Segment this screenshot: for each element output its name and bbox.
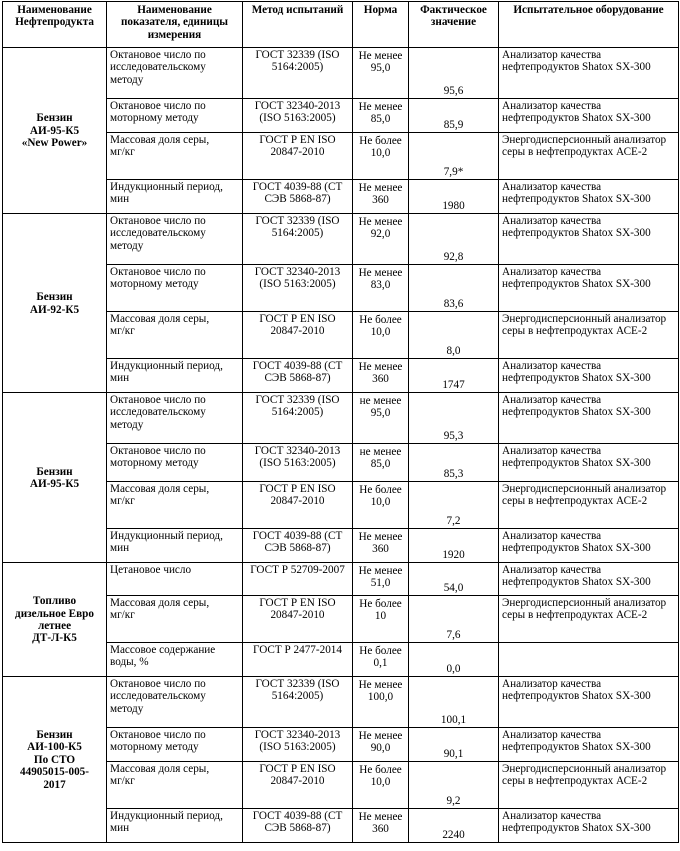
value-cell (409, 643, 499, 677)
norm-text: Не более 10,0 (359, 484, 402, 509)
norm-text: не менее 95,0 (359, 395, 402, 420)
equipment-text: Анализатор качества нефтепродуктов Shatox SX-300 (502, 215, 651, 240)
header-value: Фактическое значение (409, 2, 499, 48)
method-cell (243, 393, 353, 444)
norm-text: Не более 10 (359, 598, 402, 623)
equipment-cell (499, 643, 679, 677)
value-text: 8,0 (446, 344, 461, 357)
equipment-text: Анализатор качества нефтепродуктов Shatox SX-300 (502, 49, 651, 74)
product-name: Бензин АИ-92-К5 (29, 291, 80, 316)
norm-cell (353, 809, 409, 843)
equipment-text: Анализатор качества нефтепродуктов Shatox SX-300 (502, 360, 651, 385)
norm-text: Не менее 90,0 (358, 730, 403, 755)
method-text: ГОСТ 32340-2013 (ISO 5163:2005) (254, 100, 341, 125)
method-text: ГОСТ 4039-88 (СТ СЭВ 5868-87) (252, 530, 343, 555)
value-cell (409, 312, 499, 359)
method-cell (243, 529, 353, 563)
value-cell (409, 677, 499, 728)
table-row (3, 677, 679, 728)
value-text: 0,0 (446, 662, 461, 675)
norm-cell (353, 393, 409, 444)
indicator-text: Октановое число по моторному методу (110, 100, 206, 125)
indicator-cell (107, 265, 243, 312)
method-cell (243, 762, 353, 809)
norm-text: Не менее 360 (358, 531, 403, 556)
norm-cell (353, 312, 409, 359)
equipment-cell (499, 563, 679, 596)
method-cell (243, 563, 353, 596)
value-text: 54,0 (443, 581, 464, 594)
equipment-cell (499, 214, 679, 265)
method-text: ГОСТ Р 52709-2007 (250, 564, 345, 576)
norm-text: Не менее 95,0 (358, 50, 403, 75)
method-cell (243, 643, 353, 677)
value-cell (409, 99, 499, 133)
method-text: ГОСТ Р EN ISO 20847-2010 (259, 763, 336, 788)
table-row (3, 214, 679, 265)
method-cell (243, 359, 353, 393)
header-product: Наименование Нефтепродукта (3, 2, 107, 48)
indicator-text: Индукционный период, мин (110, 810, 223, 835)
indicator-text: Октановое число по моторному методу (110, 445, 206, 470)
equipment-text: Энергодисперсионный анализатор серы в нефтепродуктах АСЕ-2 (502, 313, 667, 338)
indicator-text: Массовое содержание воды, % (110, 644, 216, 669)
indicator-cell (107, 444, 243, 482)
value-cell (409, 393, 499, 444)
method-text: ГОСТ 32340-2013 (ISO 5163:2005) (254, 266, 341, 291)
norm-cell (353, 214, 409, 265)
value-text: 1980 (442, 199, 465, 212)
header-norm: Норма (353, 2, 409, 48)
value-cell (409, 482, 499, 529)
norm-text: не менее 85,0 (359, 446, 402, 471)
equipment-cell (499, 677, 679, 728)
indicator-cell (107, 809, 243, 843)
equipment-cell (499, 265, 679, 312)
method-text: ГОСТ Р 2477-2014 (253, 644, 342, 656)
indicator-cell (107, 596, 243, 643)
indicator-text: Массовая доля серы, мг/кг (110, 313, 210, 338)
equipment-cell (499, 728, 679, 762)
indicator-cell (107, 563, 243, 596)
value-text: 95,6 (443, 84, 464, 97)
indicator-text: Массовая доля серы, мг/кг (110, 134, 210, 159)
indicator-cell (107, 762, 243, 809)
equipment-text: Анализатор качества нефтепродуктов Shatox SX-300 (502, 530, 651, 555)
equipment-text: Анализатор качества нефтепродуктов Shatox SX-300 (502, 564, 651, 589)
value-cell (409, 444, 499, 482)
value-text: 9,2 (446, 794, 461, 807)
indicator-text: Массовая доля серы, мг/кг (110, 483, 210, 508)
product-name: Бензин АИ-95-К5 (29, 465, 80, 490)
value-cell (409, 728, 499, 762)
equipment-cell (499, 133, 679, 180)
indicator-text: Октановое число по моторному методу (110, 266, 206, 291)
norm-cell (353, 482, 409, 529)
equipment-cell (499, 312, 679, 359)
norm-text: Не более 10,0 (359, 764, 402, 789)
method-text: ГОСТ 32340-2013 (ISO 5163:2005) (254, 729, 341, 754)
product-name-cell (3, 563, 107, 677)
product-name-cell (3, 677, 107, 843)
norm-text: Не менее 85,0 (358, 101, 403, 126)
norm-cell (353, 444, 409, 482)
norm-text: Не менее 100,0 (358, 679, 403, 704)
indicator-cell (107, 359, 243, 393)
equipment-text: Анализатор качества нефтепродуктов Shatox SX-300 (502, 810, 651, 835)
norm-cell (353, 180, 409, 214)
method-cell (243, 809, 353, 843)
norm-cell (353, 677, 409, 728)
value-cell (409, 762, 499, 809)
equipment-text: Энергодисперсионный анализатор серы в нефтепродуктах АСЕ-2 (502, 483, 667, 508)
norm-cell (353, 265, 409, 312)
value-text: 85,3 (443, 467, 464, 480)
method-cell (243, 444, 353, 482)
equipment-cell (499, 444, 679, 482)
norm-text: Не более 0,1 (359, 645, 402, 670)
value-cell (409, 563, 499, 596)
indicator-cell (107, 677, 243, 728)
indicator-cell (107, 529, 243, 563)
header-method: Метод испытаний (243, 2, 353, 48)
norm-cell (353, 48, 409, 99)
equipment-text: Анализатор качества нефтепродуктов Shatox SX-300 (502, 445, 651, 470)
method-text: ГОСТ 4039-88 (СТ СЭВ 5868-87) (252, 360, 343, 385)
results-table (2, 1, 679, 843)
table-row (3, 563, 679, 596)
product-name-cell (3, 48, 107, 214)
indicator-text: Октановое число по исследовательскому методу (110, 394, 206, 431)
equipment-text: Анализатор качества нефтепродуктов Shatox SX-300 (502, 394, 651, 419)
indicator-cell (107, 180, 243, 214)
equipment-text: Энергодисперсионный анализатор серы в нефтепродуктах АСЕ-2 (502, 597, 667, 622)
method-cell (243, 99, 353, 133)
table-row (3, 48, 679, 99)
method-text: ГОСТ 32339 (ISO 5164:2005) (255, 678, 340, 703)
indicator-text: Массовая доля серы, мг/кг (110, 597, 210, 622)
norm-text: Не менее 92,0 (358, 216, 403, 241)
indicator-cell (107, 99, 243, 133)
equipment-cell (499, 359, 679, 393)
value-text: 100,1 (440, 713, 467, 726)
norm-text: Не менее 360 (358, 361, 403, 386)
indicator-text: Октановое число по исследовательскому методу (110, 49, 206, 86)
method-text: ГОСТ Р EN ISO 20847-2010 (259, 483, 336, 508)
norm-text: Не менее 360 (358, 182, 403, 207)
equipment-text: Энергодисперсионный анализатор серы в нефтепродуктах АСЕ-2 (502, 763, 667, 788)
indicator-cell (107, 48, 243, 99)
method-text: ГОСТ 4039-88 (СТ СЭВ 5868-87) (252, 810, 343, 835)
equipment-text: Анализатор качества нефтепродуктов Shatox SX-300 (502, 266, 651, 291)
value-cell (409, 596, 499, 643)
value-cell (409, 265, 499, 312)
method-text: ГОСТ Р EN ISO 20847-2010 (259, 313, 336, 338)
indicator-cell (107, 482, 243, 529)
header-indicator: Наименование показателя, единицы измерения (107, 2, 243, 48)
method-cell (243, 265, 353, 312)
value-text: 7,9* (443, 165, 464, 178)
equipment-text: Энергодисперсионный анализатор серы в нефтепродуктах АСЕ-2 (502, 134, 667, 159)
norm-cell (353, 133, 409, 180)
value-text: 83,6 (443, 297, 464, 310)
value-text: 92,8 (443, 250, 464, 263)
indicator-text: Октановое число по исследовательскому методу (110, 678, 206, 715)
product-name: Бензин АИ-95-К5 «New Power» (21, 112, 88, 150)
equipment-cell (499, 48, 679, 99)
method-text: ГОСТ Р EN ISO 20847-2010 (259, 134, 336, 159)
equipment-cell (499, 393, 679, 444)
equipment-text: Анализатор качества нефтепродуктов Shatox SX-300 (502, 678, 651, 703)
value-cell (409, 214, 499, 265)
method-cell (243, 728, 353, 762)
norm-cell (353, 762, 409, 809)
product-name-cell (3, 393, 107, 563)
norm-cell (353, 99, 409, 133)
method-cell (243, 312, 353, 359)
norm-text: Не менее 51,0 (358, 565, 403, 590)
indicator-cell (107, 728, 243, 762)
value-cell (409, 48, 499, 99)
method-text: ГОСТ Р EN ISO 20847-2010 (259, 597, 336, 622)
method-cell (243, 180, 353, 214)
product-name-cell (3, 214, 107, 393)
equipment-cell (499, 596, 679, 643)
value-cell (409, 809, 499, 843)
indicator-cell (107, 393, 243, 444)
equipment-text: Анализатор качества нефтепродуктов Shatox SX-300 (502, 181, 651, 206)
indicator-cell (107, 643, 243, 677)
indicator-cell (107, 214, 243, 265)
norm-text: Не более 10,0 (359, 135, 402, 160)
method-text: ГОСТ 32339 (ISO 5164:2005) (255, 394, 340, 419)
product-name: Бензин АИ-100-К5 По СТО 44905015-005- 2017 (20, 728, 89, 791)
indicator-text: Октановое число по моторному методу (110, 729, 206, 754)
equipment-cell (499, 809, 679, 843)
norm-cell (353, 728, 409, 762)
value-text: 2240 (442, 828, 465, 841)
indicator-text: Индукционный период, мин (110, 181, 223, 206)
norm-cell (353, 359, 409, 393)
norm-cell (353, 529, 409, 563)
indicator-text: Цетановое число (110, 564, 192, 576)
equipment-cell (499, 482, 679, 529)
value-text: 95,3 (443, 429, 464, 442)
norm-cell (353, 563, 409, 596)
value-cell (409, 529, 499, 563)
value-text: 1920 (442, 548, 465, 561)
indicator-text: Октановое число по исследовательскому методу (110, 215, 206, 252)
indicator-text: Массовая доля серы, мг/кг (110, 763, 210, 788)
method-text: ГОСТ 32340-2013 (ISO 5163:2005) (254, 445, 341, 470)
equipment-text: Анализатор качества нефтепродуктов Shatox SX-300 (502, 729, 651, 754)
method-cell (243, 48, 353, 99)
norm-cell (353, 596, 409, 643)
equipment-cell (499, 99, 679, 133)
method-cell (243, 482, 353, 529)
norm-cell (353, 643, 409, 677)
equipment-cell (499, 180, 679, 214)
table-row (3, 393, 679, 444)
norm-text: Не менее 83,0 (358, 267, 403, 292)
method-cell (243, 596, 353, 643)
product-name: Топливо дизельное Евро летнее ДТ-Л-К5 (15, 595, 94, 645)
value-text: 7,6 (446, 628, 461, 641)
header-equipment: Испытательное оборудование (499, 2, 679, 48)
value-text: 90,1 (443, 747, 464, 760)
value-cell (409, 133, 499, 180)
value-text: 1747 (442, 378, 465, 391)
method-text: ГОСТ 32339 (ISO 5164:2005) (255, 215, 340, 240)
norm-text: Не менее 360 (358, 811, 403, 836)
indicator-text: Индукционный период, мин (110, 360, 223, 385)
method-text: ГОСТ 32339 (ISO 5164:2005) (255, 49, 340, 74)
indicator-cell (107, 133, 243, 180)
norm-text: Не более 10,0 (359, 314, 402, 339)
equipment-text: Анализатор качества нефтепродуктов Shatox SX-300 (502, 100, 651, 125)
method-cell (243, 214, 353, 265)
equipment-cell (499, 762, 679, 809)
indicator-cell (107, 312, 243, 359)
method-cell (243, 133, 353, 180)
value-text: 85,9 (443, 118, 464, 131)
value-cell (409, 359, 499, 393)
value-text: 7,2 (446, 514, 461, 527)
header-row (3, 2, 679, 48)
equipment-cell (499, 529, 679, 563)
indicator-text: Индукционный период, мин (110, 530, 223, 555)
method-text: ГОСТ 4039-88 (СТ СЭВ 5868-87) (252, 181, 343, 206)
method-cell (243, 677, 353, 728)
value-cell (409, 180, 499, 214)
